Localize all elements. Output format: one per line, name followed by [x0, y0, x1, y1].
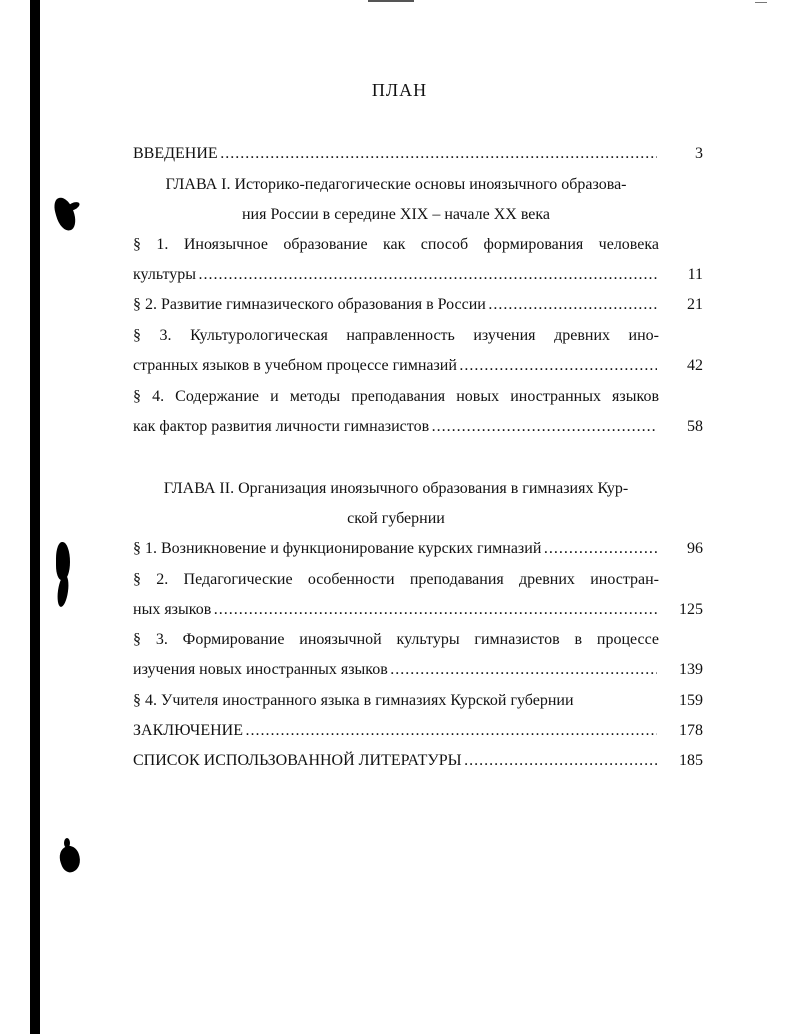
toc-entry-ch2-s3: § 3. Формирование иноязычной культуры гимназистов в процессе — [133, 631, 659, 648]
toc-entry-text: СПИСОК ИСПОЛЬЗОВАННОЙ ЛИТЕРАТУРЫ . . . — [133, 749, 657, 773]
chapter-1-heading: ГЛАВА I. Историко-педагогические основы иноязычного образова- — [165, 176, 627, 193]
ink-blot — [64, 838, 70, 848]
toc-entry-text: изучения новых иностранных языков . . . — [133, 658, 657, 682]
toc-entry-ch1-s1: § 1. Иноязычное образование как способ формирования человека — [133, 236, 659, 253]
ink-blot — [56, 843, 84, 874]
toc-entry-intro — [133, 142, 703, 166]
toc-page-number: 21 — [687, 296, 703, 313]
toc-entry-text: ВВЕДЕНИЕ . . . — [133, 142, 657, 166]
toc-page-number: 96 — [687, 540, 703, 557]
toc-entry-ch2-s2: § 2. Педагогические особенности преподавания древних иностран- — [133, 571, 659, 588]
toc-entry-conclusion — [133, 719, 703, 743]
toc-page-number: 58 — [687, 418, 703, 435]
toc-entry-text: § 1. Возникновение и функционирование курских гимназий . . . — [133, 537, 657, 561]
ink-blot — [52, 195, 78, 233]
ink-blot — [56, 574, 70, 607]
toc-page-number: 3 — [695, 145, 703, 162]
toc-entry-text: § 2. Развитие гимназического образования в России . . . — [133, 293, 657, 317]
scan-top-mark — [755, 2, 767, 3]
chapter-1-heading-cont: ния России в середине XIX – начале XX века — [241, 206, 551, 223]
toc-entry-text: § 4. Учителя иностранного языка в гимназиях Курской губернии — [133, 692, 574, 709]
toc-page-number: 139 — [679, 661, 703, 678]
toc-entry-ch1-s1-end — [133, 263, 703, 287]
toc-entry-ch1-s4-end — [133, 415, 703, 439]
toc-page-number: 178 — [679, 722, 703, 739]
toc-entry-text: культуры . . . — [133, 263, 657, 287]
ink-blot — [56, 542, 70, 580]
toc-page-number: 42 — [687, 357, 703, 374]
toc-entry-text: ЗАКЛЮЧЕНИЕ . . . — [133, 719, 657, 743]
toc-page-number: 125 — [679, 601, 703, 618]
toc-page-number: 159 — [679, 692, 703, 709]
toc-entry-bibliography — [133, 749, 703, 773]
toc-entry-ch1-s3: § 3. Культурологическая направленность изучения древних ино- — [133, 327, 659, 344]
toc-entry-text: ных языков . . . — [133, 598, 657, 622]
toc-entry-ch1-s4: § 4. Содержание и методы преподавания новых иностранных языков — [133, 388, 659, 405]
page-title: ПЛАН — [371, 80, 428, 100]
scan-top-mark — [368, 0, 414, 2]
toc-entry-text: как фактор развития личности гимназистов . . . — [133, 415, 657, 439]
toc-entry-ch1-s3-end — [133, 354, 703, 378]
toc-page-number: 11 — [687, 266, 703, 283]
toc-entry-ch2-s1 — [133, 537, 703, 561]
toc-entry-text: странных языков в учебном процессе гимназий . . . — [133, 354, 657, 378]
toc-entry-ch1-s2 — [133, 293, 703, 317]
toc-entry-ch2-s3-end — [133, 658, 703, 682]
scan-left-border — [30, 0, 40, 1034]
toc-entry-ch2-s2-end — [133, 598, 703, 622]
toc-page-number: 185 — [679, 752, 703, 769]
chapter-2-heading: ГЛАВА II. Организация иноязычного образования в гимназиях Кур- — [163, 480, 629, 497]
chapter-2-heading-cont: ской губернии — [347, 510, 445, 527]
toc-entry-ch2-s4 — [133, 689, 703, 713]
